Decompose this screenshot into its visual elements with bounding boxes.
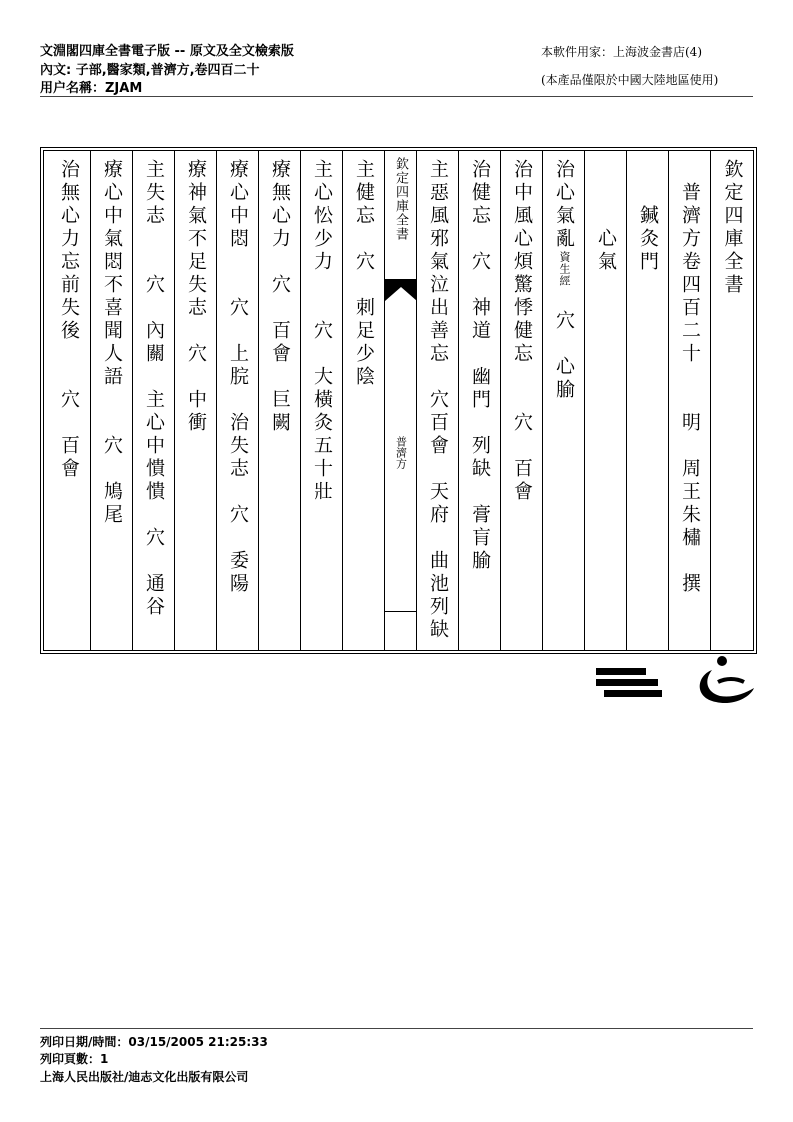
text-segment: 治無心力忘前失後 穴 百會 [58,159,80,481]
text-segment: 主心忪少力 穴 大橫灸五十壯 [311,159,333,504]
publishers: 上海人民出版社/迪志文化出版有限公司 [40,1070,249,1084]
center-strip-book: 普濟方 [394,436,408,469]
publisher-logo-icon [596,664,666,704]
text-column [132,151,174,650]
text-segment: 療心中氣悶不喜聞人語 穴 鳩尾 [101,159,123,527]
header-username: 用户名稱：ZJAM [40,81,143,96]
text-segment: 療神氣不足失志 穴 中衝 [185,159,207,435]
brand-seal-icon [692,654,757,710]
text-column [500,151,542,650]
text-column [668,151,710,650]
column-text [680,159,699,596]
text-column [174,151,216,650]
center-strip [384,151,416,650]
column-text [144,159,163,619]
column-text [102,159,121,527]
text-column [216,151,258,650]
text-column [710,151,753,650]
text-segment: 心氣 [595,159,617,274]
annotation: 資生經 [558,251,571,287]
column-text [723,159,742,297]
header-title: 文淵閣四庫全書電子版 -- 原文及全文檢索版 [40,44,294,59]
text-segment: 治中風心煩驚悸健忘 穴 百會 [511,159,533,504]
text-column [584,151,626,650]
header-divider [40,96,753,97]
page-frame [40,147,757,654]
column-text [554,159,573,402]
text-column [626,151,668,650]
text-segment: 普濟方卷四百二十 明 周王朱橚 撰 [679,159,701,596]
column-text [596,159,615,274]
header-breadcrumb: 內文: 子部,醫家類,普濟方,卷四百二十 [40,63,260,78]
header-licensee: 本軟件用家：上海波金書店(4) [541,45,702,59]
text-segment: 穴 心腧 [553,287,575,402]
column-text [228,159,247,596]
text-segment: 主惡風邪氣泣出善忘 穴百會 天府 曲池列缺 [427,159,449,642]
column-text [354,159,373,389]
column-text [512,159,531,504]
text-segment: 鍼灸門 [637,159,659,274]
footer-divider [40,1028,753,1029]
fish-tail-icon [385,279,417,301]
text-column [90,151,132,650]
text-segment: 治健忘 穴 神道 幽門 列缺 膏肓腧 [469,159,491,573]
print-pages: 列印頁數：1 [40,1052,109,1066]
column-text [186,159,205,435]
text-column [47,151,90,650]
text-segment: 治心氣亂 [553,159,575,251]
column-text [470,159,489,573]
text-column [416,151,458,650]
text-segment: 主健忘 穴 刺足少陰 [353,159,375,389]
text-column [300,151,342,650]
print-datetime: 列印日期/時間：03/15/2005 21:25:33 [40,1035,268,1049]
column-text [270,159,289,435]
text-column [542,151,584,650]
text-column [458,151,500,650]
column-text [59,159,78,481]
text-segment: 主失志 穴 內關 主心中憒憒 穴 通谷 [143,159,165,619]
text-segment: 療無心力 穴 百會 巨闕 [269,159,291,435]
text-segment: 欽定四庫全書 [721,159,744,297]
text-column [342,151,384,650]
center-strip-rule [385,611,416,612]
center-strip-title: 欽定四庫全書 [393,157,408,241]
header-region-note: (本產品僅限於中國大陸地區使用) [541,73,719,87]
column-text [312,159,331,504]
text-column [258,151,300,650]
column-text [428,159,447,642]
text-segment: 療心中悶 穴 上脘 治失志 穴 委陽 [227,159,249,596]
column-text [638,159,657,274]
